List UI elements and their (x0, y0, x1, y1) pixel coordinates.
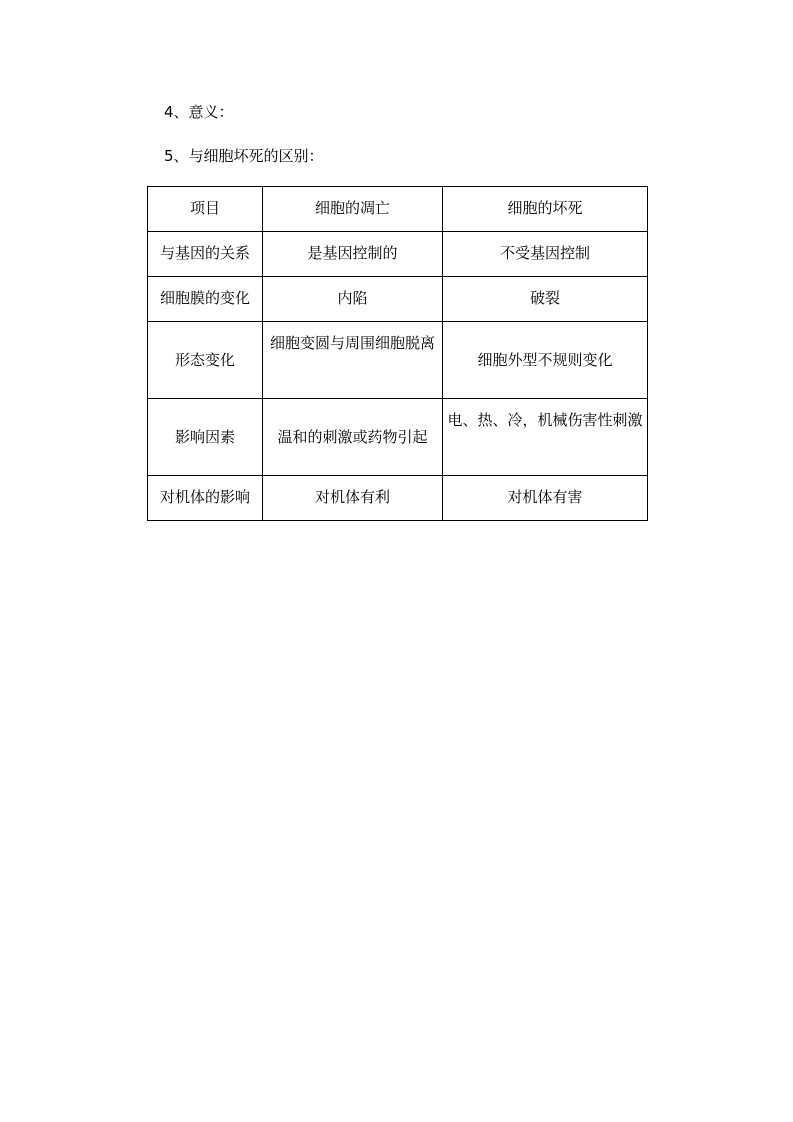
table-cell: 影响因素 (148, 399, 263, 476)
table-cell: 不受基因控制 (443, 232, 648, 277)
table-cell: 温和的刺激或药物引起 (263, 399, 443, 476)
table-cell: 电、热、冷，机械伤害性刺激 (443, 399, 648, 476)
table-cell: 对机体有害 (443, 476, 648, 521)
table-cell: 对机体有利 (263, 476, 443, 521)
table-row (148, 277, 648, 322)
table-header-cell: 细胞的凋亡 (263, 187, 443, 232)
table-header-row (148, 187, 648, 232)
table-cell: 细胞外型不规则变化 (443, 322, 648, 399)
table-header-cell: 项目 (148, 187, 263, 232)
table-cell: 内陷 (263, 277, 443, 322)
section-4-meaning: 4、意义： (164, 103, 234, 121)
table-row (148, 322, 648, 399)
table-cell: 对机体的影响 (148, 476, 263, 521)
table-cell: 是基因控制的 (263, 232, 443, 277)
section-5-difference: 5、与细胞坏死的区别： (164, 147, 324, 165)
table-cell: 破裂 (443, 277, 648, 322)
table-row (148, 232, 648, 277)
table-row (148, 476, 648, 521)
table-row (148, 399, 648, 476)
table-header-cell: 细胞的坏死 (443, 187, 648, 232)
comparison-table (147, 186, 648, 521)
table-cell: 形态变化 (148, 322, 263, 399)
table-cell: 细胞膜的变化 (148, 277, 263, 322)
table-cell: 与基因的关系 (148, 232, 263, 277)
table-cell: 细胞变圆与周围细胞脱离 (263, 322, 443, 399)
